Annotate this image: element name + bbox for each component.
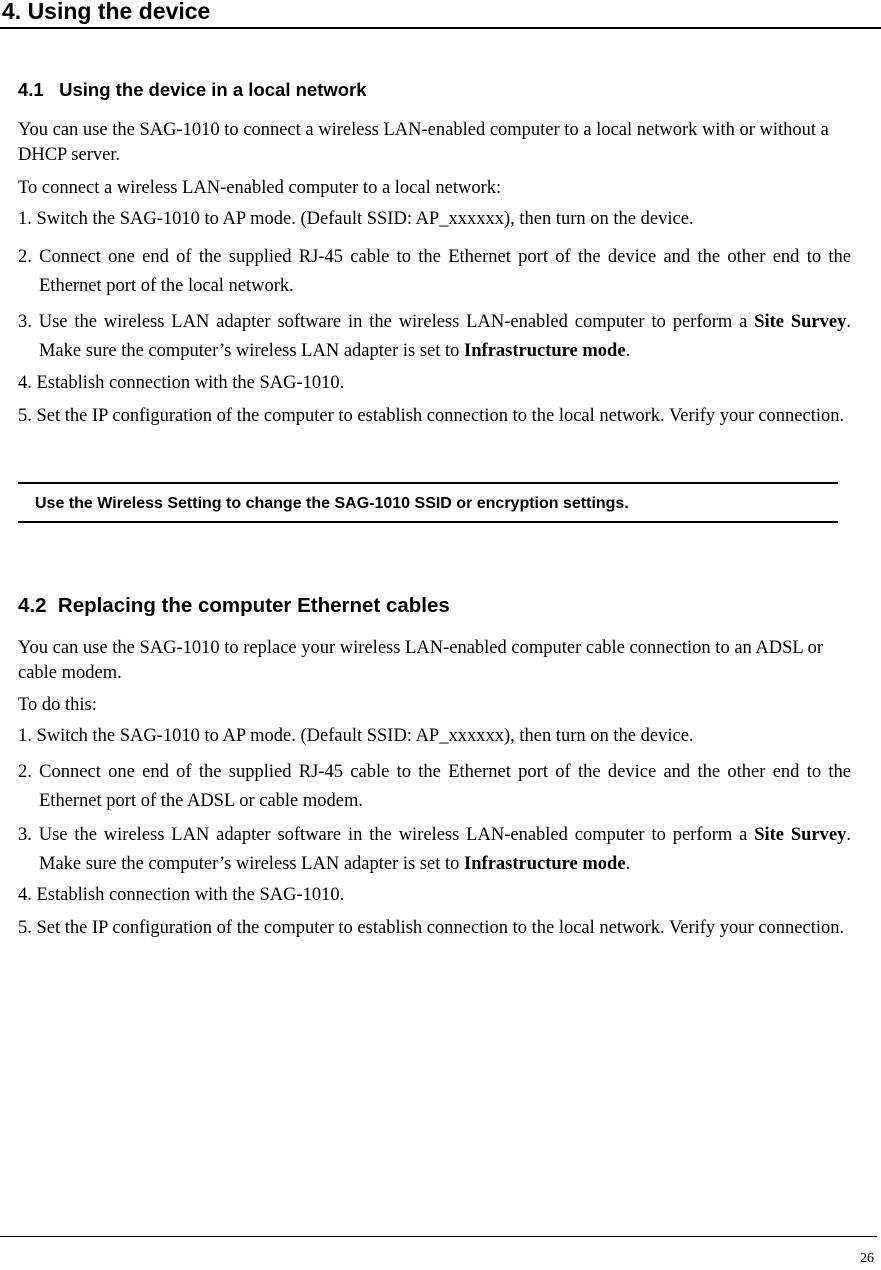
- section-4-1-step-1: 1. Switch the SAG-1010 to AP mode. (Default SSID: AP_xxxxxx), then turn on the device.: [18, 209, 694, 229]
- step-3-text-middle: . Make sure the computer’s wireless LAN adapter is set to: [39, 312, 851, 361]
- site-survey-term: Site Survey: [754, 312, 847, 332]
- chapter-divider: [0, 27, 881, 29]
- section-heading-4-2: 4.2 Replacing the computer Ethernet cables: [18, 594, 450, 617]
- step-3-text-end: .: [625, 854, 631, 874]
- section-4-1-step-4: 4. Establish connection with the SAG-1010.: [18, 373, 345, 393]
- note-bottom-rule: [18, 521, 838, 523]
- section-4-2-step-5: 5. Set the IP configuration of the computer to establish connection to the local network. Verify your connection.: [18, 918, 845, 938]
- section-4-2-step-3: [18, 821, 851, 879]
- infrastructure-mode-term: Infrastructure mode: [464, 854, 626, 874]
- section-4-2-step-2: 2. Connect one end of the supplied RJ-45 cable to the Ethernet port of the device and the other end to the Ethernet port of the ADSL or cable modem.: [18, 762, 851, 811]
- section-4-2-step-1: 1. Switch the SAG-1010 to AP mode. (Default SSID: AP_xxxxxx), then turn on the device.: [18, 726, 694, 746]
- section-4-2-step-4: 4. Establish connection with the SAG-1010.: [18, 885, 345, 905]
- note-top-rule: [18, 482, 838, 484]
- section-4-2-lead: To do this:: [18, 695, 97, 715]
- infrastructure-mode-term: Infrastructure mode: [464, 341, 626, 361]
- footer-divider: [0, 1236, 877, 1237]
- section-heading-4-1: 4.1 Using the device in a local network: [18, 79, 367, 100]
- note-text: Use the Wireless Setting to change the SAG-1010 SSID or encryption settings.: [35, 495, 629, 512]
- site-survey-term: Site Survey: [754, 825, 847, 845]
- section-4-1-lead: To connect a wireless LAN-enabled computer to a local network:: [18, 178, 502, 198]
- section-4-1-intro: You can use the SAG-1010 to connect a wireless LAN-enabled computer to a local network with or without a DHCP server.: [18, 120, 829, 165]
- section-4-1-step-5: 5. Set the IP configuration of the computer to establish connection to the local network. Verify your connection.: [18, 406, 845, 426]
- section-4-1-step-2: 2. Connect one end of the supplied RJ-45 cable to the Ethernet port of the device and the other end to the Ethernet port of the local network.: [18, 247, 851, 296]
- chapter-title: 4. Using the device: [2, 0, 211, 24]
- step-3-text-start: 3. Use the wireless LAN adapter software in the wireless LAN-enabled computer to perform a: [18, 825, 755, 845]
- page-number: 26: [860, 1251, 874, 1266]
- step-3-text-end: .: [625, 341, 631, 361]
- step-3-text-middle: . Make sure the computer’s wireless LAN adapter is set to: [39, 825, 851, 874]
- section-4-1-step-3: [18, 308, 851, 366]
- section-4-2-intro: You can use the SAG-1010 to replace your wireless LAN-enabled computer cable connection to an ADSL or cable modem.: [18, 638, 824, 683]
- step-3-text-start: 3. Use the wireless LAN adapter software in the wireless LAN-enabled computer to perform a: [18, 312, 755, 332]
